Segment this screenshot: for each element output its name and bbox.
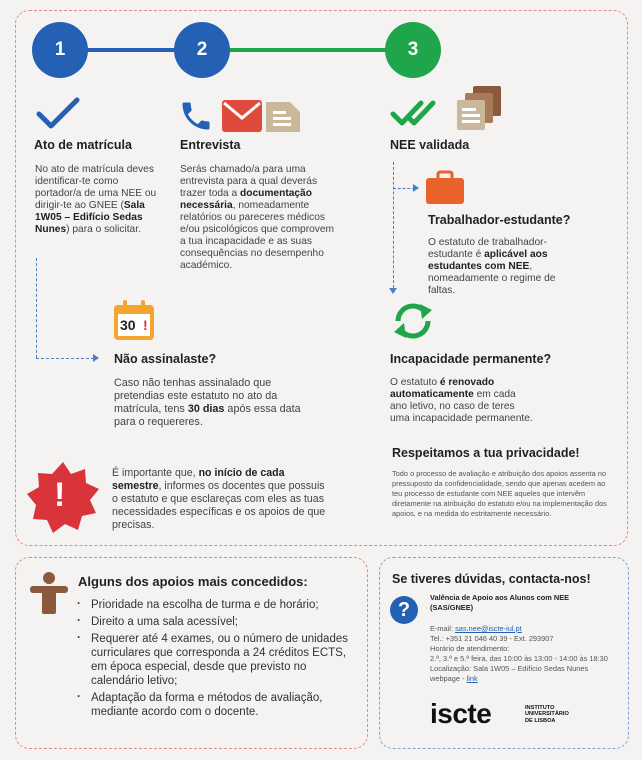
contact-email-row: E-mail: sas.nee@iscte-iul.pt (430, 624, 522, 633)
documents-stack-icon (455, 84, 503, 137)
important-text: É importante que, no início de cada semestre, informes os docentes que possuis o estatuto e que esclareças com eles as tuas necessidades específicas e os apoios de que precisas. (112, 467, 326, 531)
step2-title: Entrevista (180, 138, 241, 152)
arrow-permanent (389, 288, 397, 294)
not-marked-title: Não assinalaste? (114, 352, 217, 366)
alert-mark: ! (54, 476, 66, 514)
contact-details (430, 624, 625, 684)
supports-list (75, 598, 360, 722)
support-item: · Direito a uma sala acessível; (75, 615, 360, 629)
question-icon: ? (390, 596, 418, 624)
phone-icon (178, 98, 214, 139)
mail-icon (222, 100, 262, 137)
step-1-circle: 1 (32, 22, 88, 78)
step3-title: NEE validada (390, 138, 470, 152)
support-item: · Adaptação da forma e métodos de avaliação, mediante acordo com o docente. (75, 691, 360, 719)
privacy-title: Respeitamos a tua privacidade! (392, 446, 580, 460)
iscte-logo (430, 698, 569, 732)
worker-title: Trabalhador-estudante? (428, 213, 571, 227)
email-link[interactable]: sas.nee@iscte-iul.pt (455, 624, 522, 633)
logo-subtitle: INSTITUTO UNIVERSITÁRIO DE LISBOA (525, 705, 569, 724)
worker-text: O estatuto de trabalhador-estudante é aplicável aos estudantes com NEE, nomeadamente o regime de faltas. (428, 237, 556, 296)
contact-org: Valência de Apoio aos Alunos com NEE (SAS/GNEE) (430, 593, 570, 612)
step1-text: No ato de matrícula deves identificar-te como portador/a de uma NEE ou dirigir-te ao GNEE (Sala 1W05 – Edifício Sedas Nunes) para o solicitar. (35, 164, 157, 235)
connector-not-marked (36, 358, 94, 359)
renew-icon (388, 300, 438, 347)
permanent-text: O estatuto é renovado automaticamente em cada ano letivo, no caso de teres uma incapacidade permanente. (390, 377, 533, 424)
contact-location: Localização: Sala 1W05 – Edifício Sedas Nunes (430, 664, 589, 673)
connector-worker (393, 188, 415, 189)
contact-hours-label: Horário de atendimento: (430, 644, 510, 653)
support-item: · Requerer até 4 exames, ou o número de unidades curriculares que corresponda a 24 créditos ECTS, em época especial, desde que previsto no calendário letivo; (75, 632, 360, 688)
connector-step3 (393, 162, 394, 288)
step-2-circle: 2 (174, 22, 230, 78)
contact-phone: Tel.: +351 21 046 40 39 - Ext. 293907 (430, 634, 554, 643)
support-item: · Prioridade na escolha de turma e de horário; (75, 598, 360, 612)
document-icon (266, 102, 300, 137)
supports-title: Alguns dos apoios mais concedidos: (78, 574, 308, 589)
double-check-icon (390, 98, 446, 135)
permanent-title: Incapacidade permanente? (390, 352, 552, 366)
connector-step1 (36, 258, 37, 358)
step2-text: Serás chamado/a para uma entrevista para a qual deverás trazer toda a documentação necessária, nomeadamente relatórios ou pareceres médicos e/ou psicológicos que comprovem a tua incapacidade e as suas consequências no desempenho académico. (180, 164, 335, 271)
calendar-icon (114, 300, 154, 340)
step1-title: Ato de matrícula (34, 138, 132, 152)
privacy-text: Todo o processo de avaliação e atribuição dos apoios assenta no pressuposto da confidencialidade, sendo que apenas acedem ao teu processo de estudante com NEE aqueles que intervêm diretamente na atribuição do estatuto e/ou na implementação dos apoios, e na medida do estritamente necessário. (392, 469, 607, 518)
arrow-worker (413, 184, 419, 192)
briefcase-icon (426, 170, 464, 209)
not-marked-text: Caso não tenhas assinalado que pretendias este estatuto no ato da matrícula, tens 30 dias após essa data para o requereres. (114, 377, 301, 428)
contact-web-row: webpage - link (430, 674, 478, 683)
alert-badge-icon (26, 460, 100, 534)
person-icon (30, 572, 68, 619)
contact-hours: 2.ª, 3.ª e 5.ª feira, das 10:00 às 13:00 - 14:00 às 18:30 (430, 654, 608, 663)
timeline-line-green (220, 48, 400, 52)
calendar-mark: ! (143, 317, 148, 333)
arrow-not-marked (93, 354, 99, 362)
checkmark-icon (36, 97, 80, 136)
logo-text: iscte (430, 698, 492, 729)
contact-title: Se tiveres dúvidas, contacta-nos! (392, 572, 591, 586)
calendar-number: 30 (120, 317, 136, 333)
step-3-circle: 3 (385, 22, 441, 78)
webpage-link[interactable]: link (466, 674, 478, 683)
